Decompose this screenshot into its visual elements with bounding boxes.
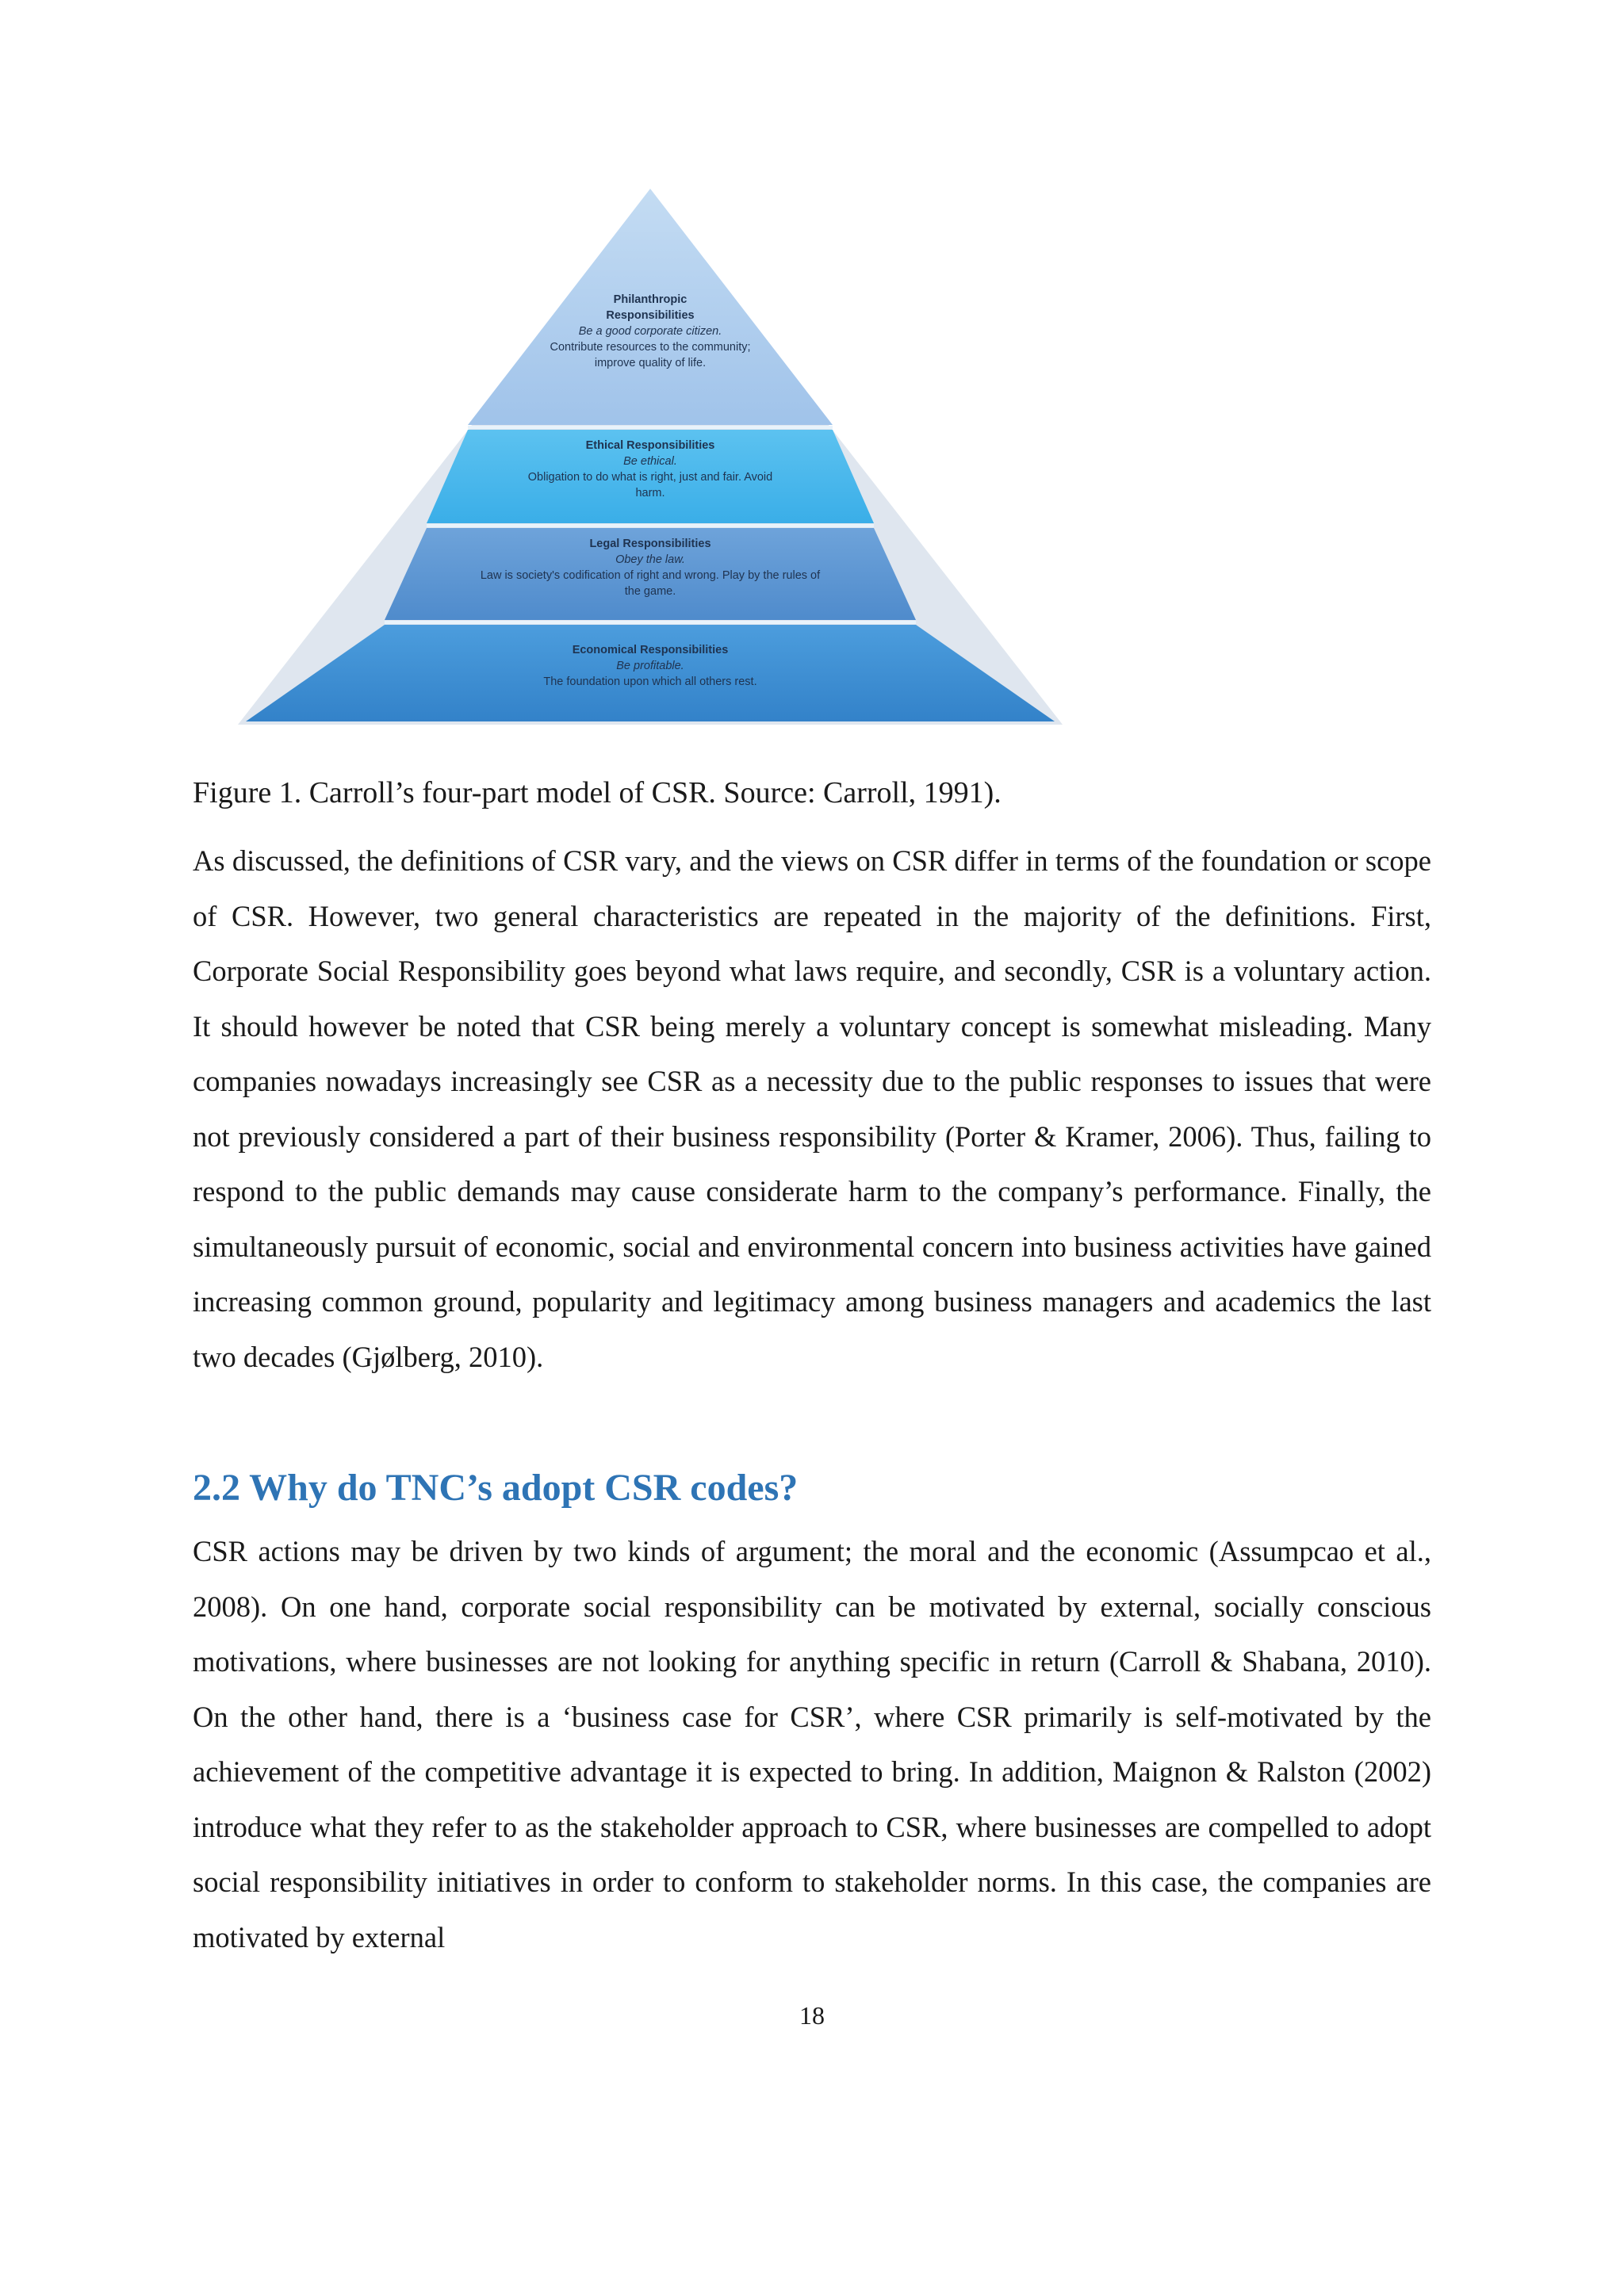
tier-motto: Be a good corporate citizen. <box>578 325 722 338</box>
tier-motto: Be profitable. <box>616 660 684 672</box>
tier-title: Responsibilities <box>606 309 695 322</box>
tier-title: Economical Responsibilities <box>572 644 729 656</box>
tier-motto: Be ethical. <box>623 455 677 468</box>
tier-motto: Obey the law. <box>615 553 685 566</box>
tier-description: the game. <box>624 585 676 598</box>
section-heading: 2.2 Why do TNC’s adopt CSR codes? <box>193 1467 799 1509</box>
figure-caption: Figure 1. Carroll’s four-part model of CSR. Source: Carroll, 1991). <box>193 776 1002 809</box>
tier-description: Law is society's codification of right and wrong. Play by the rules of <box>480 569 821 582</box>
tier-description: Contribute resources to the community; <box>550 341 751 354</box>
tier-description: The foundation upon which all others rest. <box>543 675 757 688</box>
body-paragraph: As discussed, the definitions of CSR vary, and the views on CSR differ in terms of the foundation or scope of CSR. However, two general characteristics are repeated in the majority of the definitions. First, Corporate Social Responsibility goes beyond what laws require, and secondly, CSR is a voluntary action. It should however be noted that CSR being merely a voluntary concept is somewhat misleading. Many companies nowadays increasingly see CSR as a necessity due to the public responses to issues that were not previously considered a part of their business responsibility (Porter & Kramer, 2006). Thus, failing to respond to the public demands may cause considerate harm to the company’s performance. Finally, the simultaneously pursuit of economic, social and environmental concern into business activities have gained increasing common ground, popularity and legitimacy among business managers and academics the last two decades (Gjølberg, 2010). <box>193 844 1431 1373</box>
tier-title: Legal Responsibilities <box>589 538 711 550</box>
tier-label-economical <box>420 642 880 690</box>
tier-title: Philanthropic <box>613 293 688 306</box>
tier-label-ethical <box>468 438 833 501</box>
tier-description: improve quality of life. <box>594 357 707 369</box>
body-paragraph: CSR actions may be driven by two kinds of argument; the moral and the economic (Assumpcao et al., 2008). On one hand, corporate social responsibility can be motivated by external, socially conscious motivations, where businesses are not looking for anything specific in return (Carroll & Shabana, 2010). On the other hand, there is a ‘business case for CSR’, where CSR primarily is self-motivated by the achievement of the competitive advantage it is expected to bring. In addition, Maignon & Ralston (2002) introduce what they refer to as the stakeholder approach to CSR, where businesses are compelled to adopt social responsibility initiatives in order to conform to stakeholder norms. In this case, the companies are motivated by external <box>193 1535 1431 1954</box>
tier-title: Ethical Responsibilities <box>585 439 715 452</box>
tier-description: Obligation to do what is right, just and fair. Avoid <box>527 471 773 484</box>
tier-label-philanthropic <box>500 292 801 371</box>
page-number: 18 <box>799 2001 825 2030</box>
csr-pyramid-figure <box>230 187 1071 734</box>
tier-description: harm. <box>635 487 665 499</box>
tier-label-legal <box>420 536 880 599</box>
